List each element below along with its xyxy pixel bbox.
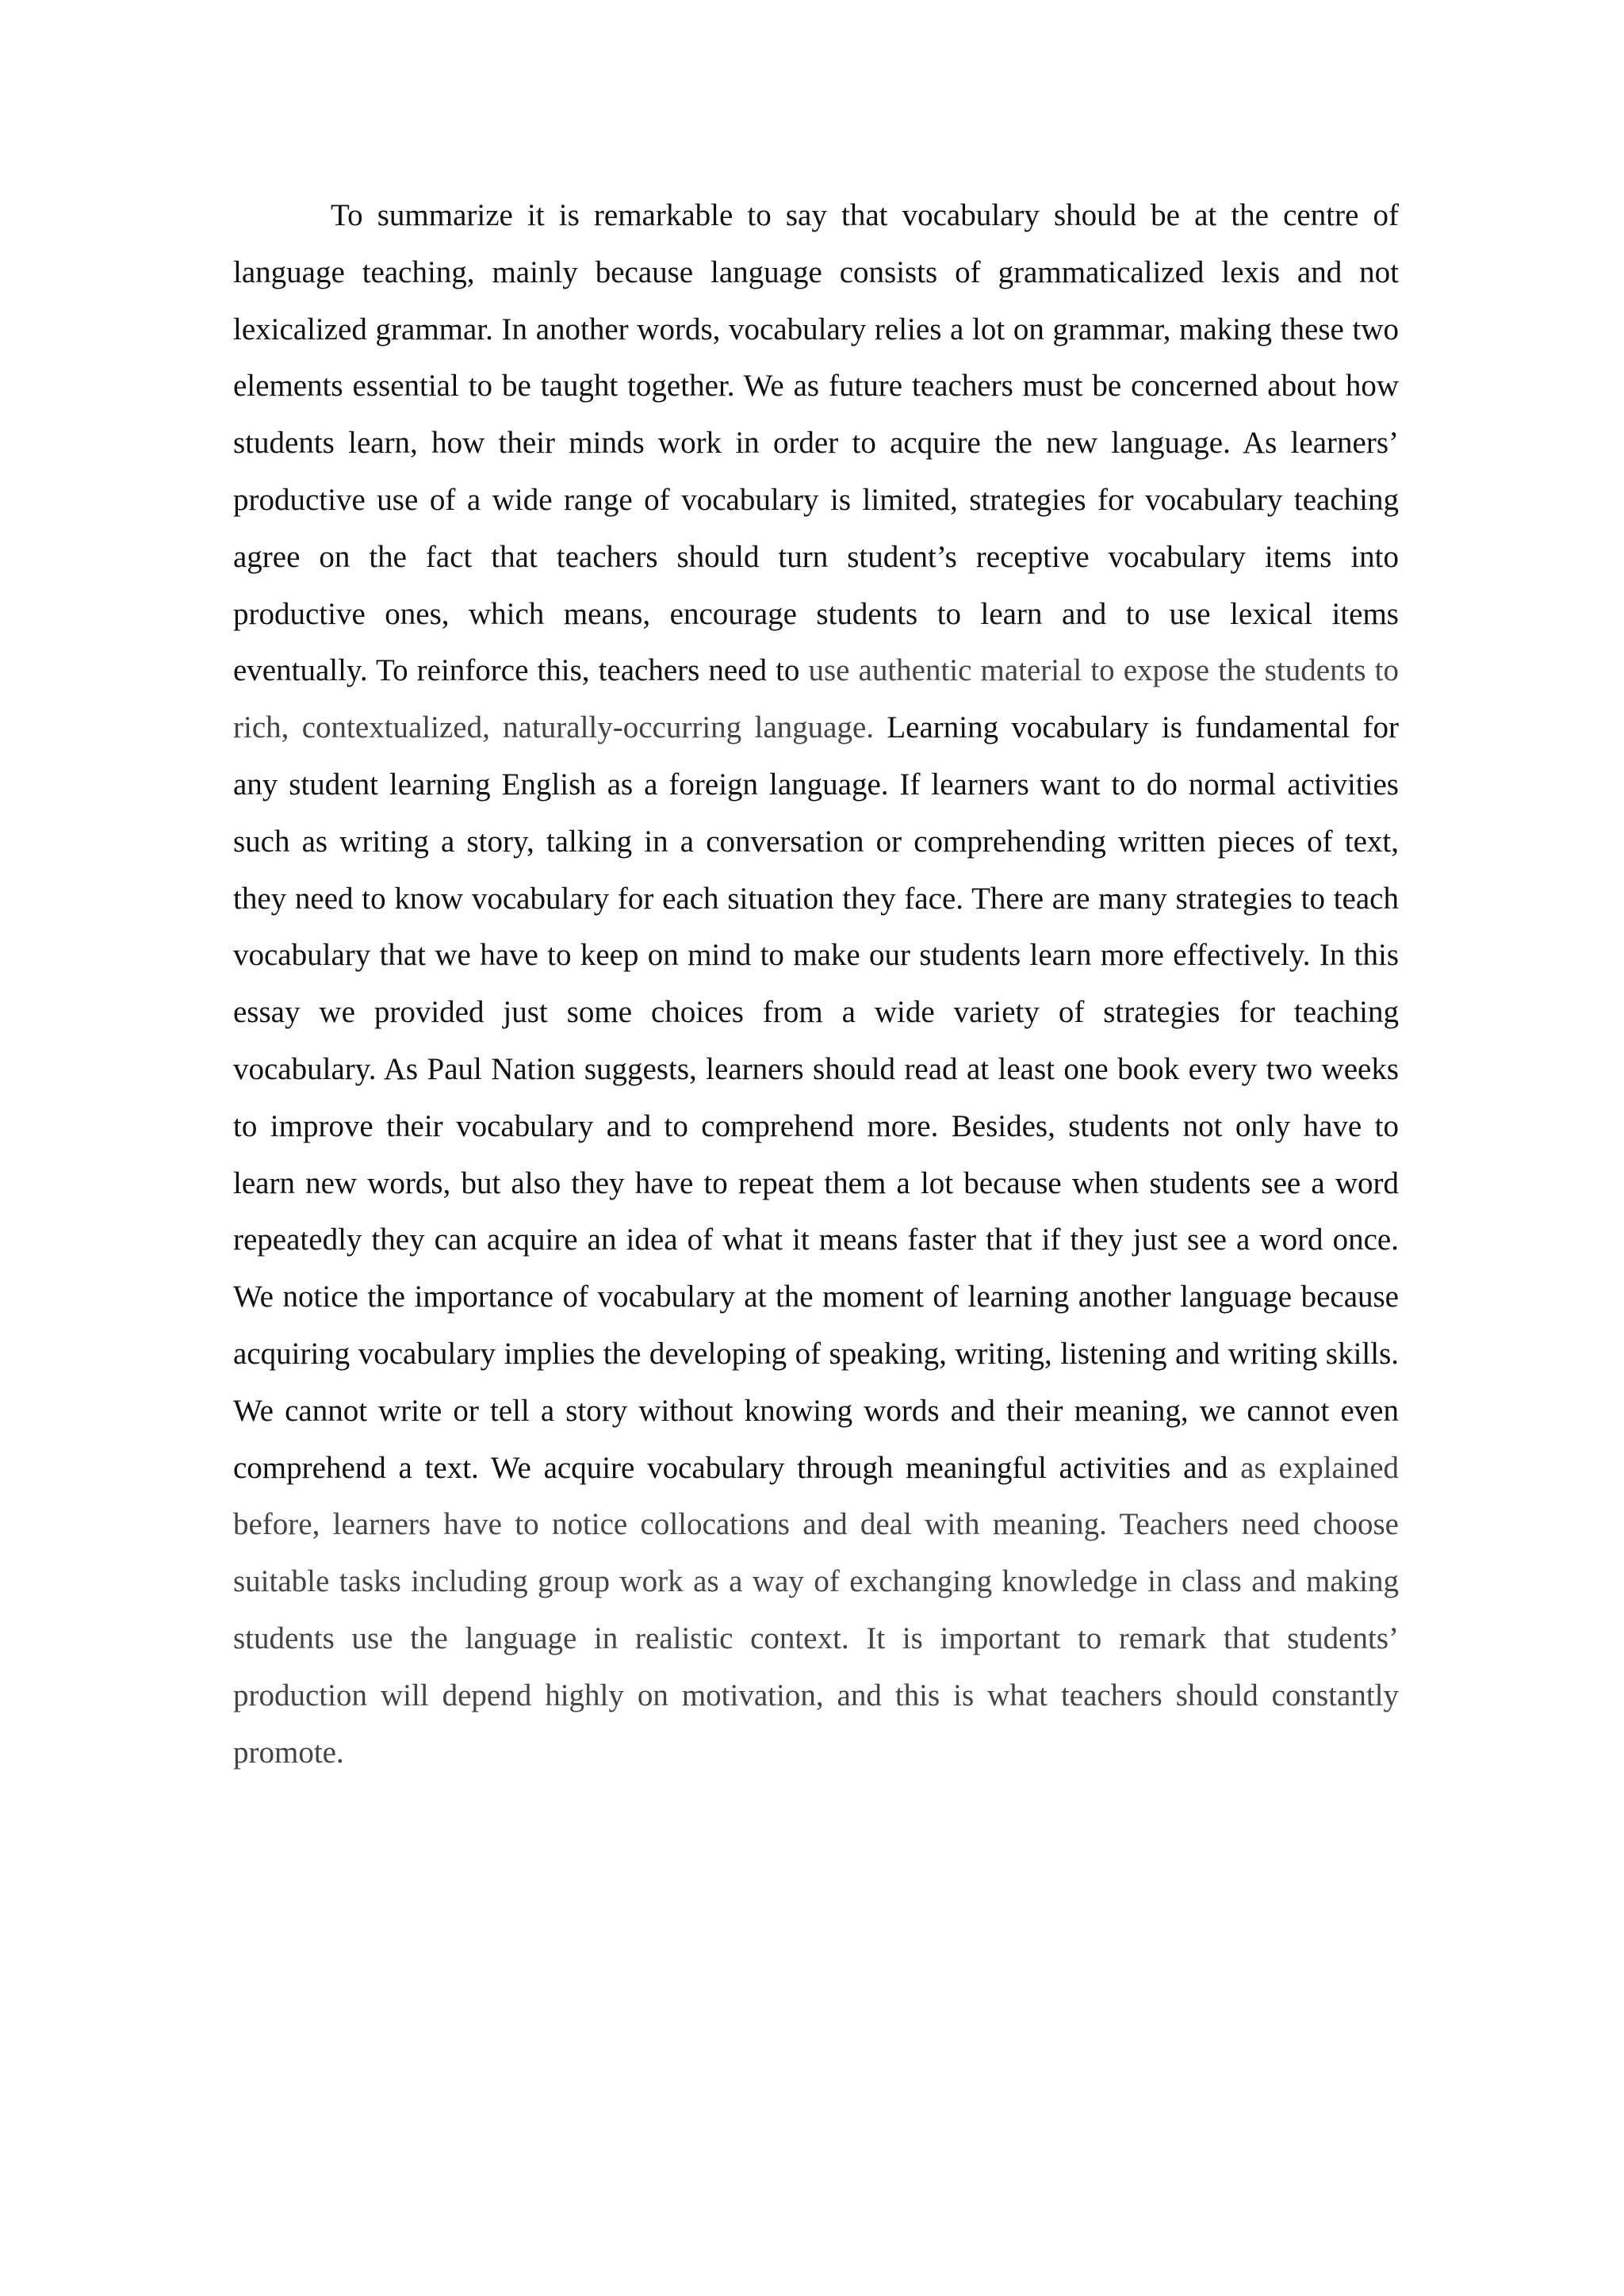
- paragraph-segment-4: as explained before, learners have to notice collocations and deal with meaning. Teachers need choose suitable tasks including group work as a way of exchanging knowledge in class and making students use the language in realistic context. It is important to remark that students’ production will depend highly on motivation, and this is what teachers should constantly promote.: [233, 1450, 1400, 1770]
- paragraph-segment-3: Learning vocabulary is fundamental for any student learning English as a foreign language. If learners want to do normal activities such as writing a story, talking in a conversation or comprehending written pieces of text, they need to know vocabulary for each situation they face. There are many strategies to teach vocabulary that we have to keep on mind to make our students learn more effectively. In this essay we provided just some choices from a wide variety of strategies for teaching vocabulary. As Paul Nation suggests, learners should read at least one book every two weeks to improve their vocabulary and to comprehend more. Besides, students not only have to learn new words, but also they have to repeat them a lot because when students see a word repeatedly they can acquire an idea of what it means faster that if they just see a word once. We notice the importance of vocabulary at the moment of learning another language because acquiring vocabulary implies the developing of speaking, writing, listening and writing skills. We cannot write or tell a story without knowing words and their meaning, we cannot even comprehend a text. We acquire vocabulary through meaningful activities and: [233, 710, 1399, 1485]
- paragraph-segment-2: use authentic material to expose the students to rich, contextualized, naturally-occurring language.: [233, 653, 1399, 745]
- paragraph-segment-1: To summarize it is remarkable to say that vocabulary should be at the centre of language teaching, mainly because language consists of grammaticalized lexis and not lexicalized grammar. In another words, vocabulary relies a lot on grammar, making these two elements essential to be taught together. We as future teachers must be concerned about how students learn, how their minds work in order to acquire the new language. As learners’ productive use of a wide range of vocabulary is limited, strategies for vocabulary teaching agree on the fact that teachers should turn student’s receptive vocabulary items into productive ones, which means, encourage students to learn and to use lexical items eventually. To reinforce this, teachers need to: [233, 198, 1399, 688]
- body-paragraph: [233, 187, 1399, 1781]
